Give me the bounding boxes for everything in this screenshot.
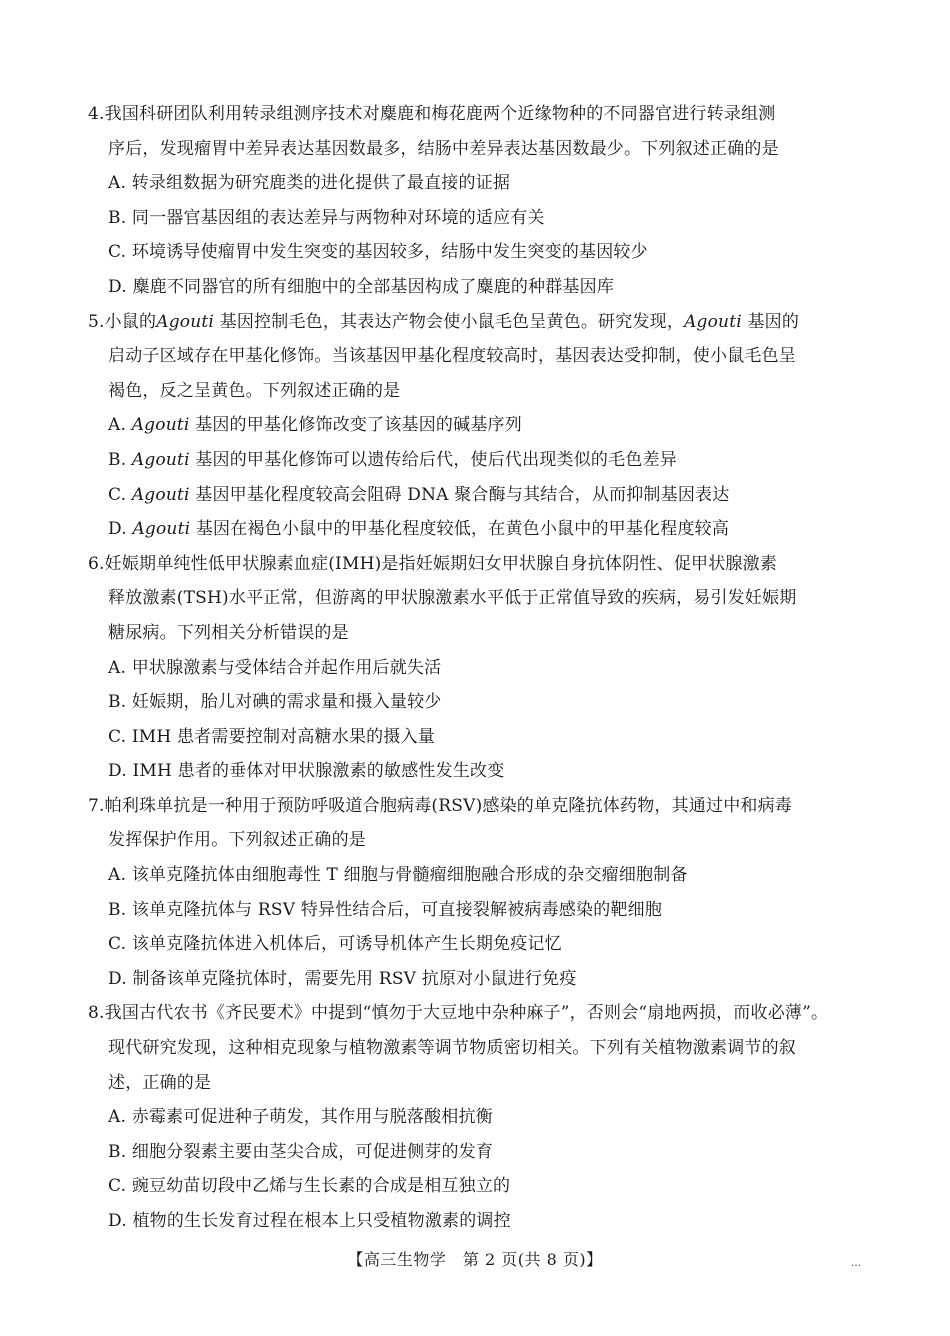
stem-line: 释放激素(TSH)水平正常，但游离的甲状腺激素水平低于正常值导致的疾病，易引发妊娠期	[108, 588, 797, 609]
option-label: B.	[108, 899, 127, 920]
question-5	[88, 305, 864, 547]
option-label: C.	[108, 1176, 127, 1197]
option-label: B.	[108, 1141, 127, 1162]
gene-name: Agouti	[684, 311, 742, 332]
option-b	[88, 201, 864, 236]
question-8	[88, 996, 864, 1238]
question-8-stem	[88, 996, 864, 1031]
option-text: 甲状腺激素与受体结合并起作用后就失活	[131, 657, 442, 678]
option-text: 基因的甲基化修饰改变了该基因的碱基序列	[189, 415, 522, 436]
question-number: 4.	[88, 104, 105, 124]
question-8-stem-cont	[88, 1066, 864, 1101]
option-text: 赤霉素可促进种子萌发，其作用与脱落酸相抗衡	[131, 1107, 493, 1128]
gene-name: Agouti	[156, 311, 215, 332]
gene-name: Agouti	[131, 415, 190, 436]
question-4-options	[88, 166, 864, 304]
option-label: D.	[108, 276, 127, 297]
stem-line: 妊娠期单纯性低甲状腺素血症(IMH)是指妊娠期妇女甲状腺自身抗体阴性、促甲状腺激素	[104, 553, 778, 574]
option-label: A.	[108, 173, 127, 194]
option-label: C.	[108, 242, 127, 263]
footer-mark: …	[851, 1258, 861, 1269]
option-a	[88, 651, 864, 686]
option-label: C.	[108, 484, 127, 505]
option-text: 豌豆幼苗切段中乙烯与生长素的合成是相互独立的	[131, 1176, 511, 1197]
option-d	[88, 754, 864, 789]
option-b	[88, 685, 864, 720]
option-c	[88, 720, 864, 755]
option-text: 环境诱导使瘤胃中发生突变的基因较多，结肠中发生突变的基因较少	[131, 242, 648, 263]
stem-line: 我国科研团队利用转录组测序技术对麋鹿和梅花鹿两个近缘物种的不同器官进行转录组测	[104, 104, 776, 124]
stem-text: 基因控制毛色，其表达产物会使小鼠毛色呈黄色。研究发现，	[214, 311, 685, 332]
option-c	[88, 927, 864, 962]
question-4-stem	[88, 97, 864, 132]
option-text: IMH 患者的垂体对甲状腺激素的敏感性发生改变	[132, 761, 505, 782]
option-label: A.	[108, 657, 127, 678]
option-label: B.	[108, 207, 127, 228]
question-number: 5.	[88, 311, 105, 332]
option-c	[88, 235, 864, 270]
question-list	[88, 97, 864, 1239]
question-4-stem-cont	[88, 132, 864, 167]
question-4	[88, 97, 864, 305]
question-6-stem-cont	[88, 616, 864, 651]
option-label: C.	[108, 726, 127, 747]
question-7	[88, 789, 864, 997]
option-d	[88, 512, 864, 547]
question-8-stem-cont	[88, 1031, 864, 1066]
question-number: 7.	[88, 795, 105, 816]
option-text: 制备该单克隆抗体时，需要先用 RSV 抗原对小鼠进行免疫	[132, 968, 577, 989]
option-label: B.	[108, 692, 127, 713]
stem-line: 启动子区域存在甲基化修饰。当该基因甲基化程度较高时，基因表达受抑制，使小鼠毛色呈	[108, 346, 796, 367]
question-6-options	[88, 651, 864, 789]
option-a	[88, 1100, 864, 1135]
option-d	[88, 270, 864, 305]
gene-name: Agouti	[131, 484, 190, 505]
stem-line: 糖尿病。下列相关分析错误的是	[108, 622, 349, 643]
option-label: D.	[108, 968, 127, 989]
question-8-options	[88, 1100, 864, 1238]
option-d	[88, 962, 864, 997]
page-footer: 【高三生物学 第 2 页(共 8 页)】	[347, 1250, 603, 1269]
gene-name: Agouti	[132, 519, 191, 540]
stem-line: 发挥保护作用。下列叙述正确的是	[108, 830, 366, 851]
stem-line: 现代研究发现，这种相克现象与植物激素等调节物质密切相关。下列有关植物激素调节的叙	[108, 1038, 796, 1059]
option-label: C.	[108, 934, 127, 955]
question-5-options	[88, 408, 864, 546]
option-b	[88, 893, 864, 928]
stem-text: 基因的	[741, 311, 800, 332]
option-text: 该单克隆抗体与 RSV 特异性结合后，可直接裂解被病毒感染的靶细胞	[131, 899, 663, 920]
question-number: 8.	[88, 1003, 105, 1024]
question-7-options	[88, 858, 864, 996]
question-number: 6.	[88, 553, 105, 574]
option-label: D.	[108, 519, 127, 540]
option-c	[88, 478, 864, 513]
stem-line: 述，正确的是	[108, 1072, 212, 1093]
option-text: IMH 患者需要控制对高糖水果的摄入量	[131, 726, 435, 747]
option-text: 妊娠期，胎儿对碘的需求量和摄入量较少	[131, 692, 442, 713]
question-5-stem-cont	[88, 339, 864, 374]
option-c	[88, 1169, 864, 1204]
question-6	[88, 547, 864, 789]
option-d	[88, 1204, 864, 1239]
option-text: 同一器官基因组的表达差异与两物种对环境的适应有关	[131, 207, 545, 228]
option-label: D.	[108, 761, 127, 782]
stem-line: 帕利珠单抗是一种用于预防呼吸道合胞病毒(RSV)感染的单克隆抗体药物，其通过中和病毒	[104, 795, 793, 816]
option-a	[88, 408, 864, 443]
stem-line: 褐色，反之呈黄色。下列叙述正确的是	[108, 380, 401, 401]
option-b	[88, 443, 864, 478]
option-text: 基因的甲基化修饰可以遗传给后代，使后代出现类似的毛色差异	[189, 449, 677, 470]
option-text: 转录组数据为研究鹿类的进化提供了最直接的证据	[131, 173, 511, 194]
option-text: 该单克隆抗体由细胞毒性 T 细胞与骨髓瘤细胞融合形成的杂交瘤细胞制备	[131, 865, 688, 886]
question-5-stem	[88, 305, 864, 340]
question-5-stem-cont	[88, 374, 864, 409]
option-label: D.	[108, 1211, 127, 1231]
option-text: 细胞分裂素主要由茎尖合成，可促进侧芽的发育	[131, 1141, 494, 1162]
option-a	[88, 858, 864, 893]
option-text: 麋鹿不同器官的所有细胞中的全部基因构成了麋鹿的种群基因库	[132, 276, 615, 297]
question-7-stem-cont	[88, 823, 864, 858]
option-b	[88, 1135, 864, 1170]
option-a	[88, 166, 864, 201]
question-7-stem	[88, 789, 864, 824]
question-6-stem	[88, 547, 864, 582]
gene-name: Agouti	[131, 449, 190, 470]
stem-line: 序后，发现瘤胃中差异表达基因数最多，结肠中差异表达基因数最少。下列叙述正确的是	[108, 138, 779, 159]
option-text: 植物的生长发育过程在根本上只受植物激素的调控	[132, 1211, 511, 1231]
option-text: 基因甲基化程度较高会阻碍 DNA 聚合酶与其结合，从而抑制基因表达	[189, 484, 730, 505]
option-label: A.	[108, 1107, 127, 1128]
stem-line: 我国古代农书《齐民要术》中提到“慎勿于大豆地中杂种麻子”，否则会“扇地两损，而收必薄”。	[104, 1003, 829, 1024]
question-6-stem-cont	[88, 581, 864, 616]
stem-text: 小鼠的	[104, 311, 157, 332]
option-label: A.	[108, 415, 127, 436]
option-label: A.	[108, 865, 127, 886]
option-label: B.	[108, 449, 127, 470]
option-text: 基因在褐色小鼠中的甲基化程度较低，在黄色小鼠中的甲基化程度较高	[190, 519, 730, 540]
option-text: 该单克隆抗体进入机体后，可诱导机体产生长期免疫记忆	[131, 934, 562, 955]
